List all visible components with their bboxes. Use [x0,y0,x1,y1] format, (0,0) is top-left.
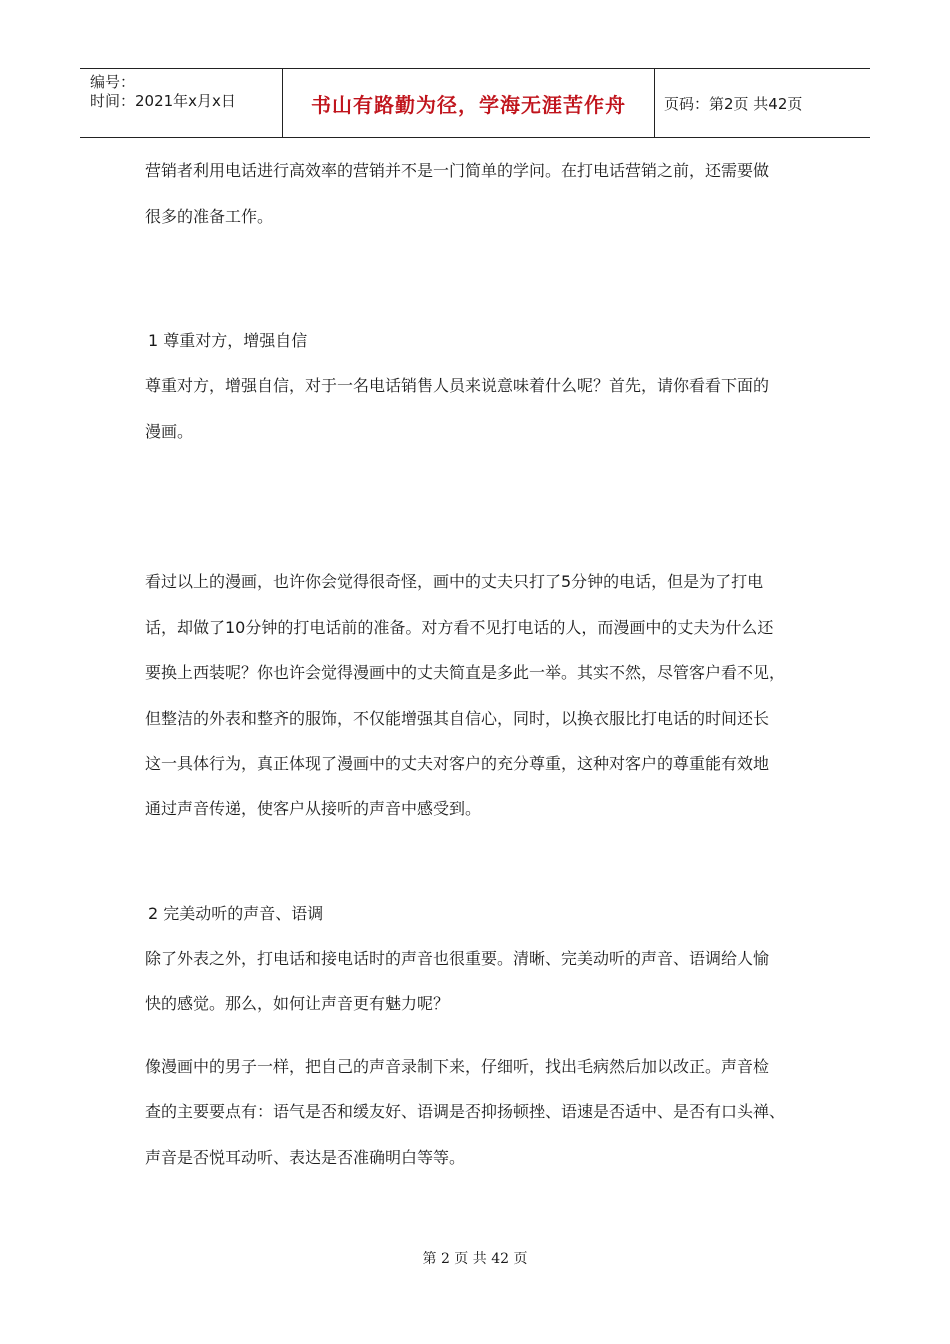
section-heading-1: 1 尊重对方，增强自信 [148,331,308,350]
body-line: 通过声音传递，使客户从接听的声音中感受到。 [145,799,482,818]
header-motto-cell [282,69,655,137]
body-line: 营销者利用电话进行高效率的营销并不是一门简单的学问。在打电话营销之前，还需要做 [145,161,770,180]
header-left-cell [80,69,282,137]
body-line: 但整洁的外表和整齐的服饰，不仅能增强其自信心，同时，以换衣服比打电话的时间还长 [145,709,770,728]
body-line: 这一具体行为，真正体现了漫画中的丈夫对客户的充分尊重，这种对客户的尊重能有效地 [145,754,770,773]
body-line: 声音是否悦耳动听、表达是否准确明白等等。 [145,1148,466,1167]
page-footer: 第 2 页 共 42 页 [422,1251,528,1267]
body-line: 要换上西装呢？你也许会觉得漫画中的丈夫简直是多此一举。其实不然，尽管客户看不见， [145,663,786,682]
header-page-cell [655,69,870,137]
date-label: 时间：2021年x月x日 [90,92,236,110]
motto-text: 书山有路勤为径，学海无涯苦作舟 [311,92,626,117]
body-line: 话，却做了10分钟的打电话前的准备。对方看不见打电话的人，而漫画中的丈夫为什么还 [145,618,774,637]
body-line: 尊重对方，增强自信，对于一名电话销售人员来说意味着什么呢？首先，请你看看下面的 [145,376,770,395]
body-line: 快的感觉。那么，如何让声音更有魅力呢？ [145,994,450,1013]
body-line: 看过以上的漫画，也许你会觉得很奇怪，画中的丈夫只打了5分钟的电话，但是为了打电 [145,572,764,591]
serial-number-label: 编号： [90,73,136,91]
body-line: 漫画。 [145,422,194,441]
document-header [80,68,870,138]
body-line: 很多的准备工作。 [145,207,274,226]
header-page-info: 页码：第2页 共42页 [664,94,803,113]
body-line: 查的主要要点有：语气是否和缓友好、语调是否抑扬顿挫、语速是否适中、是否有口头禅、 [145,1102,786,1121]
body-line: 像漫画中的男子一样，把自己的声音录制下来，仔细听，找出毛病然后加以改正。声音检 [145,1057,770,1076]
section-heading-2: 2 完美动听的声音、语调 [148,904,324,923]
body-line: 除了外表之外，打电话和接电话时的声音也很重要。清晰、完美动听的声音、语调给人愉 [145,949,770,968]
